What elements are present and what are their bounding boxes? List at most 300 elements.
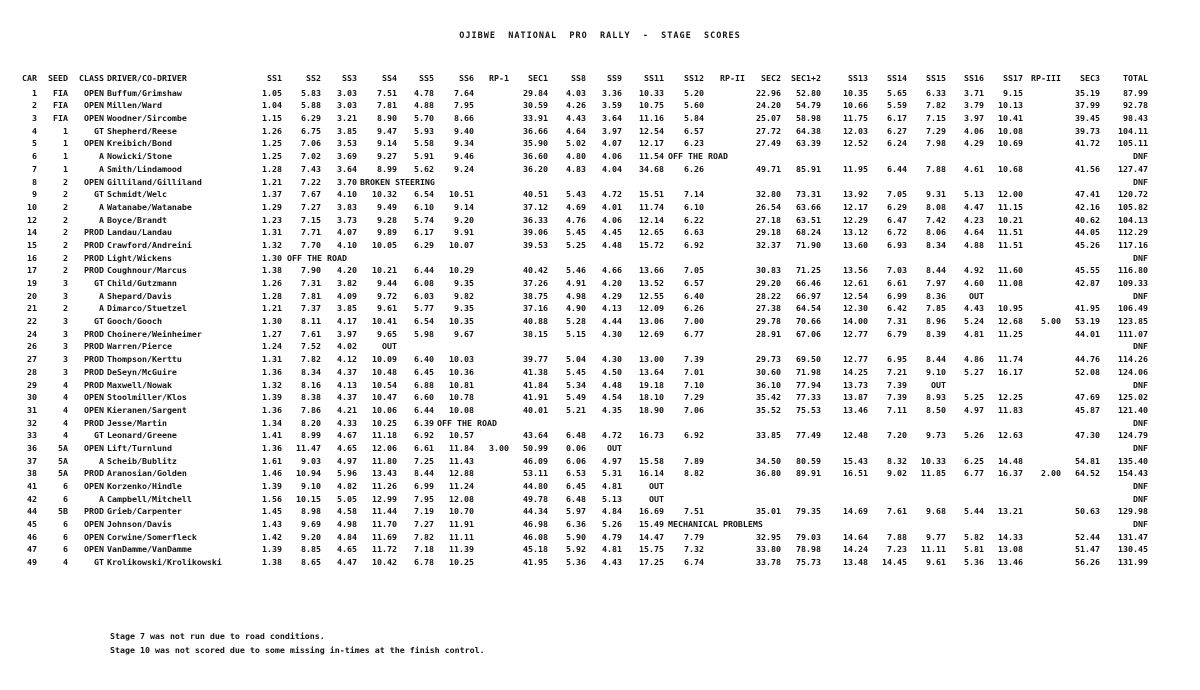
cell-ss12: 7.32 [684,544,704,555]
cell-ss6: 11.91 [449,519,474,530]
cell-ss1: 1.24 [262,341,282,352]
cell-ss9: 4.04 [602,163,622,174]
cell-ss1: 1.05 [262,87,282,98]
cell-ss17: 11.25 [998,328,1023,339]
cell-ss9: 4.13 [602,303,622,314]
cell-ss12: 7.39 [684,354,704,365]
cell-ss3: 5.96 [337,468,357,479]
cell-sec12: 89.91 [796,468,821,479]
cell-sec2: 36.10 [756,379,781,390]
cell-class: A [99,455,104,466]
cell-ss13: 10.35 [843,87,868,98]
cell-ss9: 4.44 [602,316,622,327]
cell-ss16: 4.86 [964,354,984,365]
cell-ss2: 8.34 [301,366,321,377]
cell-ss3: 4.09 [337,290,357,301]
cell-driver: Coughnour/Marcus [107,265,187,276]
cell-ss3: 3.85 [337,125,357,136]
cell-sec1: 39.77 [523,354,548,365]
cell-driver: Warren/Pierce [107,341,172,352]
cell-ss3: 3.70 [337,176,357,187]
cell-sec12: 77.94 [796,379,821,390]
cell-sec12: 52.80 [796,87,821,98]
cell-ss5: 5.77 [414,303,434,314]
table-row [0,328,1200,341]
cell-sec1: 46.98 [523,519,548,530]
cell-sec2: 35.01 [756,506,781,517]
cell-car: 5 [32,138,37,149]
cell-ss16: 4.43 [964,303,984,314]
header-rp3: RP-III [1031,73,1061,83]
cell-ss1: 1.04 [262,100,282,111]
cell-driver: Crawford/Andreini [107,239,192,250]
cell-driver: DeSeyn/McGuire [107,366,177,377]
table-row [0,239,1200,252]
cell-ss16: 5.27 [964,366,984,377]
cell-class: A [99,163,104,174]
cell-ss1: 1.43 [262,519,282,530]
cell-ss11: 34.68 [639,163,664,174]
cell-ss12: 7.06 [684,404,704,415]
cell-seed: 4 [63,379,68,390]
cell-ss2: 7.15 [301,214,321,225]
cell-ss1: 1.29 [262,201,282,212]
table-row [0,214,1200,227]
cell-ss15: 7.97 [926,278,946,288]
cell-car: 32 [27,417,37,428]
cell-ss6: 11.43 [449,455,474,466]
cell-class: PROD [84,239,104,250]
cell-ss15: 11.85 [921,468,946,479]
cell-class: OPEN [84,442,104,453]
cell-class: OPEN [84,392,104,403]
cell-ss12: 7.01 [684,366,704,377]
cell-ss8: 5.15 [566,328,586,339]
cell-ss11: 18.90 [639,404,664,415]
cell-ss14: 6.99 [887,290,907,301]
cell-car: 14 [27,227,37,238]
cell-ss16: 4.47 [964,201,984,212]
cell-ss12: 6.74 [684,557,704,568]
cell-ss15: 8.08 [926,201,946,212]
cell-ss5: 5.93 [414,125,434,136]
cell-sec1: 50.99 [523,442,548,453]
header-ss5: SS5 [419,73,434,83]
cell-ss9: 4.06 [602,151,622,162]
cell-ss1: 1.32 [262,379,282,390]
cell-total: 121.40 [1118,404,1148,415]
cell-sec1: 40.01 [523,404,548,415]
cell-ss16: 4.81 [964,328,984,339]
cell-sec2: 28.91 [756,328,781,339]
cell-ss16: 5.82 [964,531,984,542]
cell-total: 129.98 [1118,506,1148,517]
cell-sec3: 45.87 [1075,404,1100,415]
cell-ss4: 7.51 [377,87,397,98]
cell-ss9: 5.13 [602,493,622,504]
cell-ss3: 3.03 [337,100,357,111]
cell-sec3: 41.95 [1075,303,1100,314]
cell-ss6: 10.57 [449,430,474,441]
cell-ss16: 4.92 [964,265,984,276]
cell-ss3: 4.20 [337,265,357,276]
cell-ss6: 11.11 [449,531,474,542]
cell-ss13: 12.54 [843,290,868,301]
cell-ss16: 6.25 [964,455,984,466]
cell-ss5: 6.92 [414,430,434,441]
cell-ss5: 6.78 [414,557,434,568]
cell-ss1: 1.27 [262,328,282,339]
cell-total: 87.99 [1123,87,1148,98]
header-class: CLASS [79,73,104,83]
cell-ss8: 5.04 [566,354,586,365]
cell-ss1: 1.25 [262,151,282,162]
cell-total: DNF [1133,151,1148,162]
table-body [0,87,1200,569]
cell-driver: Aranosian/Golden [107,468,187,479]
cell-ss17: 9.15 [1003,87,1023,98]
cell-ss2: 7.86 [301,404,321,415]
header-driver: DRIVER/CO-DRIVER [107,73,187,83]
cell-ss3: 3.97 [337,328,357,339]
cell-driver: Krolikowski/Krolikowski [107,557,222,568]
cell-ss4: 10.41 [372,316,397,327]
cell-ss5: 7.82 [414,531,434,542]
cell-ss8: 4.76 [566,214,586,225]
cell-driver: Gooch/Gooch [107,316,162,327]
cell-ss8: 5.49 [566,392,586,403]
cell-ss8: 6.53 [566,468,586,479]
cell-sec12: 75.53 [796,404,821,415]
cell-ss13: 13.60 [843,239,868,250]
cell-ss4: 12.99 [372,493,397,504]
cell-ss14: 7.03 [887,265,907,276]
cell-ss16: 3.79 [964,100,984,111]
table-row [0,252,1200,265]
cell-ss4: 12.06 [372,442,397,453]
cell-ss2: 8.38 [301,392,321,403]
cell-sec3: 47.69 [1075,392,1100,403]
cell-class: PROD [84,366,104,377]
cell-sec1: 39.53 [523,239,548,250]
cell-sec1: 37.16 [523,303,548,314]
cell-sec3: 56.26 [1075,557,1100,568]
cell-sec3: 54.81 [1075,455,1100,466]
cell-sec1: 41.95 [523,557,548,568]
cell-sec3: 37.99 [1075,100,1100,111]
cell-ss6: 12.08 [449,493,474,504]
cell-car: 26 [27,341,37,352]
cell-ss5: 5.58 [414,138,434,149]
cell-sec1: 44.34 [523,506,548,517]
cell-ss3: 3.53 [337,138,357,149]
cell-ss2: 7.31 [301,278,321,288]
cell-car: 44 [27,506,37,517]
cell-ss8: 0.06 [566,442,586,453]
cell-total: 92.78 [1123,100,1148,111]
cell-ss11: 16.73 [639,430,664,441]
cell-ss8: 5.97 [566,506,586,517]
cell-ss3: 4.37 [337,392,357,403]
cell-ss4: 10.54 [372,379,397,390]
cell-sec3: 39.73 [1075,125,1100,136]
header-sec12: SEC1+2 [791,73,821,83]
cell-ss13: 12.29 [843,214,868,225]
cell-class: PROD [84,328,104,339]
cell-car: 19 [27,278,37,288]
cell-ss13: 13.12 [843,227,868,238]
cell-ss9: 4.66 [602,265,622,276]
table-row [0,480,1200,493]
table-row [0,518,1200,531]
cell-sec3: 47.30 [1075,430,1100,441]
cell-ss6: 9.82 [454,290,474,301]
cell-ss13: 12.77 [843,354,868,365]
cell-ss11: 12.54 [639,125,664,136]
cell-car: 15 [27,239,37,250]
cell-driver: Dimarco/Stuetzel [107,303,187,314]
table-row [0,112,1200,125]
cell-ss12: 7.51 [684,506,704,517]
cell-ss3: 4.67 [337,430,357,441]
cell-sec1: 44.80 [523,481,548,491]
cell-car: 17 [27,265,37,276]
cell-ss17: 10.41 [998,113,1023,124]
cell-ss13: 12.61 [843,278,868,288]
cell-ss9: 4.50 [602,366,622,377]
cell-sec1: 49.78 [523,493,548,504]
cell-sec2: 35.52 [756,404,781,415]
cell-ss4: 11.69 [372,531,397,542]
cell-ss1: 1.45 [262,506,282,517]
cell-note: OFF THE ROAD [668,151,728,162]
cell-ss4: 9.14 [377,138,397,149]
cell-car: 45 [27,519,37,530]
cell-ss12: 6.63 [684,227,704,238]
cell-ss11: 15.72 [639,239,664,250]
cell-ss8: 4.69 [566,201,586,212]
cell-ss9: 4.30 [602,328,622,339]
cell-sec3: 35.19 [1075,87,1100,98]
cell-seed: 2 [63,252,68,263]
cell-ss17: 14.48 [998,455,1023,466]
cell-ss5: 5.70 [414,113,434,124]
cell-ss4: 10.09 [372,354,397,365]
cell-sec2: 30.83 [756,265,781,276]
cell-ss13: 13.46 [843,404,868,415]
cell-ss13: 12.77 [843,328,868,339]
cell-driver: Light/Wickens [107,252,172,263]
cell-ss8: 6.36 [566,519,586,530]
cell-ss12: 7.10 [684,379,704,390]
cell-ss15: 8.44 [926,265,946,276]
header-seed: SEED [48,73,68,83]
cell-ss3: 4.37 [337,366,357,377]
cell-ss6: 8.66 [454,113,474,124]
cell-ss4: 10.32 [372,189,397,200]
cell-ss1: 1.23 [262,214,282,225]
cell-ss9: 4.97 [602,455,622,466]
cell-ss15: OUT [931,379,946,390]
cell-ss11: 15.49 [639,519,664,530]
cell-ss4: 9.61 [377,303,397,314]
cell-ss14: 6.27 [887,125,907,136]
cell-ss3: 3.64 [337,163,357,174]
cell-ss11: 12.17 [639,138,664,149]
cell-car: 8 [32,176,37,187]
cell-ss12: 6.26 [684,163,704,174]
cell-seed: 6 [63,519,68,530]
cell-sec2: 49.71 [756,163,781,174]
cell-class: GT [94,125,104,136]
table-row [0,556,1200,569]
cell-ss12: 7.14 [684,189,704,200]
cell-sec3: 41.56 [1075,163,1100,174]
cell-ss4: 9.65 [377,328,397,339]
cell-ss3: 3.73 [337,214,357,225]
cell-class: A [99,290,104,301]
cell-ss5: 7.95 [414,493,434,504]
cell-seed: 2 [63,176,68,187]
cell-class: OPEN [84,544,104,555]
cell-car: 36 [27,442,37,453]
cell-ss14: 6.24 [887,138,907,149]
cell-ss5: 8.44 [414,468,434,479]
cell-sec12: 71.98 [796,366,821,377]
cell-ss4: 10.21 [372,265,397,276]
cell-ss11: 16.14 [639,468,664,479]
cell-sec2: 35.42 [756,392,781,403]
cell-seed: 3 [63,328,68,339]
cell-seed: 4 [63,392,68,403]
cell-seed: 3 [63,354,68,365]
cell-ss3: 3.82 [337,278,357,288]
cell-ss3: 4.13 [337,379,357,390]
cell-ss8: 4.80 [566,151,586,162]
cell-sec1: 41.38 [523,366,548,377]
cell-car: 9 [32,189,37,200]
cell-ss17: 10.08 [998,125,1023,136]
cell-ss2: 9.10 [301,481,321,491]
cell-sec2: 29.78 [756,316,781,327]
cell-driver: Corwine/Somerfleck [107,531,197,542]
cell-ss17: 11.08 [998,278,1023,288]
cell-sec12: 80.59 [796,455,821,466]
cell-ss8: 5.28 [566,316,586,327]
cell-ss9: 4.72 [602,430,622,441]
cell-class: PROD [84,265,104,276]
cell-ss14: 7.61 [887,506,907,517]
table-row [0,455,1200,468]
header-sec2: SEC2 [761,73,781,83]
cell-ss14: 9.02 [887,468,907,479]
cell-total: DNF [1133,417,1148,428]
cell-ss13: 14.25 [843,366,868,377]
cell-sec2: 24.20 [756,100,781,111]
cell-sec1: 36.20 [523,163,548,174]
cell-ss14: 7.21 [887,366,907,377]
cell-driver: Campbell/Mitchell [107,493,192,504]
cell-ss8: 5.92 [566,544,586,555]
cell-ss2: 9.20 [301,531,321,542]
cell-ss1: 1.28 [262,290,282,301]
cell-sec3: 52.44 [1075,531,1100,542]
cell-ss4: 11.70 [372,519,397,530]
header-ss17: SS17 [1003,73,1023,83]
cell-sec2: 28.22 [756,290,781,301]
cell-ss6: OFF THE ROAD [437,417,497,428]
cell-sec1: 53.11 [523,468,548,479]
cell-ss9: 4.81 [602,544,622,555]
cell-ss12: 7.89 [684,455,704,466]
cell-ss13: 15.43 [843,455,868,466]
cell-sec12: 78.98 [796,544,821,555]
cell-sec3: 52.08 [1075,366,1100,377]
cell-sec12: 64.38 [796,125,821,136]
cell-sec3: 64.52 [1075,468,1100,479]
cell-ss16: 5.44 [964,506,984,517]
cell-ss1: 1.38 [262,557,282,568]
cell-ss3: 5.05 [337,493,357,504]
cell-ss12: 6.57 [684,125,704,136]
cell-ss2: 7.37 [301,303,321,314]
cell-sec1: 41.91 [523,392,548,403]
cell-ss6: 9.34 [454,138,474,149]
cell-ss16: 4.61 [964,163,984,174]
cell-ss15: 9.77 [926,531,946,542]
cell-ss12: 6.23 [684,138,704,149]
cell-ss11: 17.25 [639,557,664,568]
cell-ss15: 7.29 [926,125,946,136]
cell-ss8: 4.64 [566,125,586,136]
table-row [0,99,1200,112]
cell-total: 120.72 [1118,189,1148,200]
cell-ss11: 10.75 [639,100,664,111]
cell-ss12: 7.00 [684,316,704,327]
cell-ss6: 10.81 [449,379,474,390]
cell-sec2: 29.73 [756,354,781,365]
cell-ss11: 16.69 [639,506,664,517]
cell-ss6: 11.39 [449,544,474,555]
cell-ss15: 10.33 [921,455,946,466]
cell-total: 109.33 [1118,278,1148,288]
cell-sec1: 38.15 [523,328,548,339]
cell-ss1: 1.30 [262,252,282,263]
cell-seed: 1 [63,125,68,136]
cell-ss14: 14.45 [882,557,907,568]
cell-ss2: 7.22 [301,176,321,187]
cell-sec2: 33.85 [756,430,781,441]
cell-ss4: 9.72 [377,290,397,301]
cell-ss5: 6.40 [414,354,434,365]
cell-total: DNF [1133,252,1148,263]
cell-ss1: 1.39 [262,392,282,403]
cell-ss8: 5.90 [566,531,586,542]
cell-seed: 3 [63,316,68,327]
header-ss11: SS11 [644,73,664,83]
cell-sec12: 77.49 [796,430,821,441]
cell-sec2: 33.78 [756,557,781,568]
cell-class: OPEN [84,113,104,124]
cell-ss8: 5.45 [566,227,586,238]
cell-class: A [99,214,104,225]
cell-sec1: 41.84 [523,379,548,390]
cell-class: PROD [84,506,104,517]
cell-ss1: 1.42 [262,531,282,542]
cell-ss4: 10.06 [372,404,397,415]
cell-ss6: 10.36 [449,366,474,377]
cell-ss6: 10.78 [449,392,474,403]
